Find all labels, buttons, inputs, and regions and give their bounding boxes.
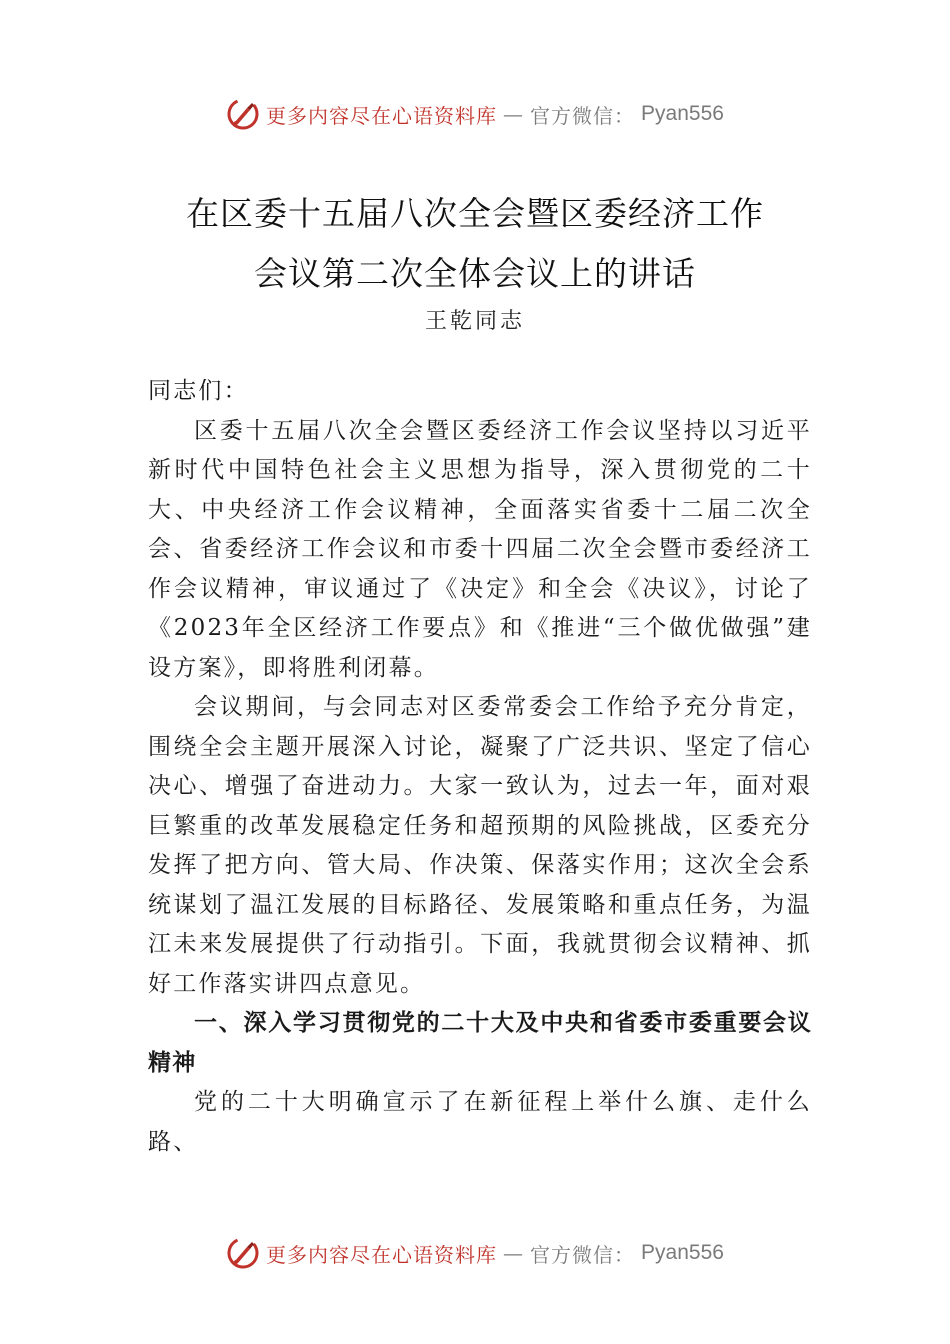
watermark-wechat-id: Pyan556 [641, 1241, 724, 1264]
brush-logo-icon [226, 97, 260, 131]
watermark-label: 官方微信： [530, 103, 636, 128]
watermark-wechat-id: Pyan556 [641, 102, 724, 125]
watermark-banner-bottom [0, 1233, 950, 1273]
watermark-banner-top [0, 94, 950, 134]
watermark-highlight-text: 更多内容尽在心语资料库 [266, 1242, 498, 1267]
salutation: 同志们： [148, 378, 249, 404]
paragraph: 区委十五届八次全会暨区委经济工作会议坚持以习近平新时代中国特色社会主义思想为指导，深入贯彻党的二十大、中央经济工作会议精神，全面落实省委十二届二次全会、省委经济工作会议和市委十四届二次全会暨市委经济工作会议精神，审议通过了《决定》和全会《决议》，讨论了《2023年全区经济工作要点》和《推进“三个做优做强”建设方案》，即将胜利闭幕。 [148, 417, 812, 681]
paragraph: 党的二十大明确宣示了在新征程上举什么旗、走什么路、 [148, 1089, 812, 1155]
watermark-highlight-text: 更多内容尽在心语资料库 [266, 103, 498, 128]
watermark-label: 官方微信： [530, 1242, 636, 1267]
document-body [148, 372, 812, 1162]
document-title-line-2: 会议第二次全体会议上的讲话 [254, 254, 696, 293]
section-heading: 一、深入学习贯彻党的二十大及中央和省委市委重要会议精神 [148, 1010, 812, 1076]
document-author: 王乾同志 [424, 309, 525, 334]
watermark-dash: — [503, 102, 525, 126]
brush-logo-icon [226, 1236, 260, 1270]
watermark-dash: — [503, 1241, 525, 1265]
paragraph: 会议期间，与会同志对区委常委会工作给予充分肯定，围绕全会主题开展深入讨论，凝聚了广泛共识、坚定了信心决心、增强了奋进动力。大家一致认为，过去一年，面对艰巨繁重的改革发展稳定任务和超预期的风险挑战，区委充分发挥了把方向、管大局、作决策、保落实作用；这次全会系统谋划了温江发展的目标路径、发展策略和重点任务，为温江未来发展提供了行动指引。下面，我就贯彻会议精神、抓好工作落实讲四点意见。 [148, 694, 812, 997]
document-title-line-1: 在区委十五届八次全会暨区委经济工作 [186, 194, 764, 233]
